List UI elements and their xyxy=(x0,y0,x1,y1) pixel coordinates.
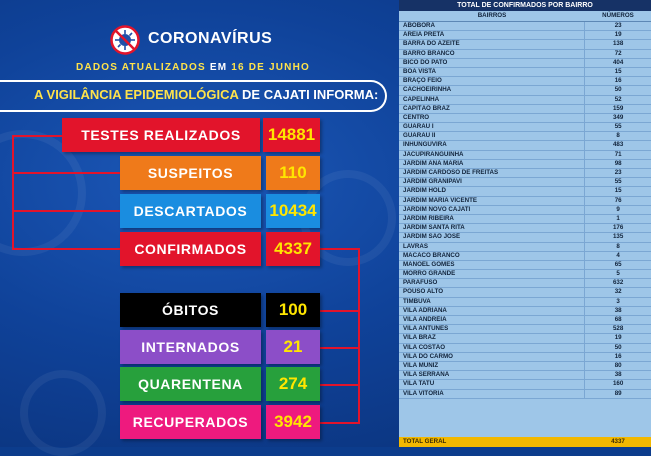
total-value: 4337 xyxy=(611,438,625,445)
bairro-name: BARRO BRANCO xyxy=(399,50,585,58)
bairro-count: 135 xyxy=(612,233,624,241)
bairro-count: 8 xyxy=(616,242,620,250)
table-total-row xyxy=(399,437,651,447)
table-row xyxy=(399,288,651,297)
bairro-count: 632 xyxy=(612,279,624,287)
bairro-count: 68 xyxy=(614,316,622,323)
bairro-name: POUSO ALTO xyxy=(399,288,585,296)
table-row xyxy=(399,187,651,196)
table-row xyxy=(399,132,651,141)
table-row xyxy=(399,68,651,77)
bairro-name: MACACO BRANCO xyxy=(399,252,585,260)
table-title: TOTAL DE CONFIRMADOS POR BAIRRO xyxy=(399,0,651,11)
bairro-count: 80 xyxy=(614,361,622,369)
table-row xyxy=(399,380,651,389)
bairro-count: 349 xyxy=(612,113,624,121)
connector-line xyxy=(12,210,120,212)
bairro-name: JARDIM ANA MARIA xyxy=(399,160,585,168)
bairro-count: 138 xyxy=(612,40,624,48)
table-row xyxy=(399,59,651,68)
info-banner-text xyxy=(34,87,378,102)
bairro-name: BICO DO PATO xyxy=(399,59,585,67)
table-row xyxy=(399,307,651,316)
bairro-count: 71 xyxy=(614,150,622,158)
bairro-name: AREIA PRETA xyxy=(399,31,585,39)
connector-line xyxy=(12,172,120,174)
testes-label: TESTES REALIZADOS xyxy=(62,118,260,152)
bairro-name: GUARAÚ I xyxy=(399,123,585,131)
connector-line xyxy=(320,422,360,424)
quarentena-value: 274 xyxy=(266,367,320,401)
bairro-name: JARDIM NOVO CAJATI xyxy=(399,206,585,214)
table-row xyxy=(399,96,651,105)
testes-value: 14881 xyxy=(263,118,320,152)
background-virus-decoration xyxy=(20,370,106,456)
banner-highlight: A VIGILÂNCIA EPIDEMIOLÓGICA xyxy=(34,87,239,102)
bairro-count: 55 xyxy=(614,123,622,131)
recuperados-label: RECUPERADOS xyxy=(120,405,261,439)
connector-line xyxy=(320,310,360,312)
bairro-count: 23 xyxy=(614,169,622,176)
bairro-name: MORRO GRANDE xyxy=(399,270,585,278)
table-row xyxy=(399,362,651,371)
bairro-count: 483 xyxy=(612,141,624,149)
subtitle-date: 16 DE JUNHO xyxy=(231,62,310,73)
connector-line xyxy=(12,135,14,250)
descartados-value: 10434 xyxy=(266,194,320,228)
bairro-name: VILA ANDRÉIA xyxy=(399,316,585,324)
bairro-name: JARDIM SÃO JOSÉ xyxy=(399,233,585,241)
bairro-name: VILA TATU xyxy=(399,380,585,388)
bairro-name: INHUNGUVIRA xyxy=(399,141,585,149)
table-row xyxy=(399,141,651,150)
bairro-count: 50 xyxy=(614,86,622,94)
bairro-count: 50 xyxy=(614,343,622,351)
table-row xyxy=(399,233,651,242)
virus-prohibited-icon xyxy=(110,25,140,55)
bairro-count: 16 xyxy=(614,352,622,360)
bairro-count: 65 xyxy=(614,260,622,268)
bairro-count: 9 xyxy=(616,205,620,213)
column-header-bairros: BAIRROS xyxy=(477,12,507,19)
confirmed-by-neighborhood-table xyxy=(399,0,651,447)
connector-line xyxy=(12,248,120,250)
table-row xyxy=(399,298,651,307)
recuperados-value: 3942 xyxy=(266,405,320,439)
bairro-count: 3 xyxy=(616,297,620,305)
banner-rest: DE CAJATI INFORMA: xyxy=(242,87,379,102)
bairro-name: PARAFUSO xyxy=(399,279,585,287)
bairro-name: VILA DO CARMO xyxy=(399,353,585,361)
bairro-count: 32 xyxy=(614,288,622,296)
table-row xyxy=(399,353,651,362)
bairro-name: JARDIM CARDOSO DE FREITAS xyxy=(399,169,585,177)
table-row xyxy=(399,206,651,215)
column-header-numeros: NÚMEROS xyxy=(602,12,634,19)
bairro-count: 1 xyxy=(616,214,620,222)
obitos-value: 100 xyxy=(266,293,320,327)
subtitle-mid: EM xyxy=(209,62,228,73)
suspeitos-label: SUSPEITOS xyxy=(120,156,261,190)
bairro-name: VILA BRAZ xyxy=(399,334,585,342)
table-row xyxy=(399,279,651,288)
table-row xyxy=(399,270,651,279)
bairro-count: 72 xyxy=(614,49,622,57)
page-title: CORONAVÍRUS xyxy=(148,30,273,47)
bairro-name: TIMBUVA xyxy=(399,298,585,306)
bairro-count: 55 xyxy=(614,178,622,186)
descartados-label: DESCARTADOS xyxy=(120,194,261,228)
table-row xyxy=(399,160,651,169)
table-header-row xyxy=(399,11,651,22)
table-row xyxy=(399,31,651,40)
bairro-name: JARDIM GRANIPAVI xyxy=(399,178,585,186)
bairro-name: VILA SERRANA xyxy=(399,371,585,379)
bairro-count: 15 xyxy=(614,187,622,195)
connector-line xyxy=(12,135,62,137)
table-row xyxy=(399,50,651,59)
bairro-name: VILA ADRIANA xyxy=(399,307,585,315)
connector-line xyxy=(320,384,360,386)
table-row xyxy=(399,151,651,160)
subtitle-prefix: DADOS ATUALIZADOS xyxy=(76,62,206,73)
bairro-name: LAVRAS xyxy=(399,243,585,251)
bairro-count: 38 xyxy=(614,306,622,314)
bairro-count: 19 xyxy=(614,31,622,39)
bairro-count: 15 xyxy=(614,67,622,75)
bairro-count: 52 xyxy=(614,95,622,103)
bairro-count: 8 xyxy=(616,132,620,140)
bairro-name: MANOEL GOMES xyxy=(399,261,585,269)
bairro-name: JACUPIRANGUINHA xyxy=(399,151,585,159)
table-row xyxy=(399,178,651,187)
bairro-name: JARDIM MARIA VICENTE xyxy=(399,197,585,205)
bairro-name: BARRA DO AZEITE xyxy=(399,40,585,48)
table-row xyxy=(399,224,651,233)
bairro-name: VILA ANTUNES xyxy=(399,325,585,333)
confirmados-label: CONFIRMADOS xyxy=(120,232,261,266)
internados-value: 21 xyxy=(266,330,320,364)
suspeitos-value: 110 xyxy=(266,156,320,190)
table-row xyxy=(399,22,651,31)
table-row xyxy=(399,123,651,132)
bairro-count: 4 xyxy=(616,251,620,259)
bairro-count: 159 xyxy=(612,104,624,112)
bairro-count: 176 xyxy=(612,224,624,232)
bairro-name: CENTRO xyxy=(399,114,585,122)
total-label: TOTAL GERAL xyxy=(403,438,447,445)
bairro-count: 76 xyxy=(614,196,622,204)
table-row xyxy=(399,114,651,123)
bairro-name: BOA VISTA xyxy=(399,68,585,76)
table-row xyxy=(399,77,651,86)
bairro-count: 98 xyxy=(614,159,622,167)
table-body xyxy=(399,22,651,399)
bairro-name: JARDIM HOLD xyxy=(399,187,585,195)
table-row xyxy=(399,316,651,325)
table-row xyxy=(399,325,651,334)
bairro-count: 528 xyxy=(612,325,624,333)
bairro-count: 160 xyxy=(612,380,624,388)
obitos-label: ÓBITOS xyxy=(120,293,261,327)
bairro-name: JARDIM SANTA RITA xyxy=(399,224,585,232)
bairro-name: BRAÇO FEIO xyxy=(399,77,585,85)
bairro-name: CAPITÃO BRAZ xyxy=(399,105,585,113)
connector-line xyxy=(358,248,360,424)
bairro-name: VILA COSTÃO xyxy=(399,344,585,352)
bairro-name: GUARAÚ II xyxy=(399,132,585,140)
table-row xyxy=(399,390,651,399)
bairro-count: 5 xyxy=(616,270,620,278)
bairro-count: 404 xyxy=(612,58,624,66)
table-row xyxy=(399,252,651,261)
bairro-name: VILA VITÓRIA xyxy=(399,390,585,398)
table-row xyxy=(399,169,651,178)
connector-line xyxy=(320,347,360,349)
connector-line xyxy=(320,248,360,250)
bairro-name: VILA MUNIZ xyxy=(399,362,585,370)
table-row xyxy=(399,243,651,252)
bairro-name: CAPELINHA xyxy=(399,96,585,104)
update-date-line xyxy=(76,62,310,73)
table-row xyxy=(399,197,651,206)
bairro-count: 19 xyxy=(614,334,622,342)
bairro-count: 89 xyxy=(614,389,622,397)
bairro-name: ABÓBORA xyxy=(399,22,585,30)
internados-label: INTERNADOS xyxy=(120,330,261,364)
table-row xyxy=(399,261,651,270)
table-row xyxy=(399,344,651,353)
bairro-count: 23 xyxy=(614,22,622,29)
bairro-count: 38 xyxy=(614,371,622,379)
table-row xyxy=(399,215,651,224)
table-row xyxy=(399,86,651,95)
confirmados-value: 4337 xyxy=(266,232,320,266)
quarentena-label: QUARENTENA xyxy=(120,367,261,401)
table-row xyxy=(399,105,651,114)
bairro-name: CACHOEIRINHA xyxy=(399,86,585,94)
bairro-name: JARDIM RIBEIRA xyxy=(399,215,585,223)
bairro-count: 16 xyxy=(614,77,622,85)
table-row xyxy=(399,334,651,343)
table-row xyxy=(399,371,651,380)
table-row xyxy=(399,40,651,49)
